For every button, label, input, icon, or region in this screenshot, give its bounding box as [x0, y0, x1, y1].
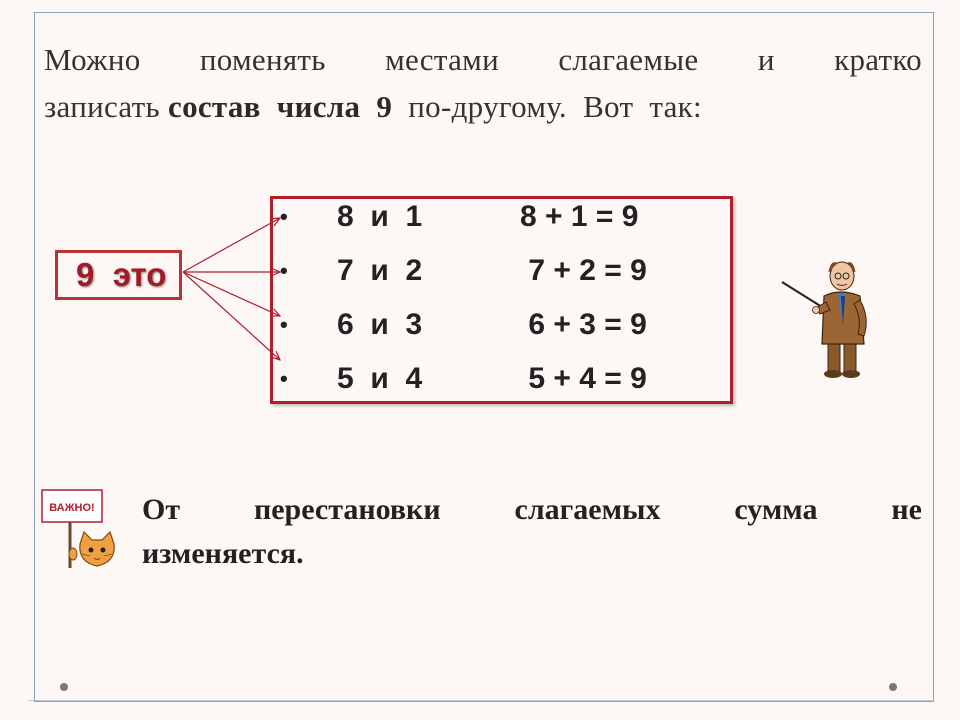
intro-word: Можно — [44, 42, 141, 77]
bullet-icon: • — [280, 366, 288, 391]
corner-dot-right — [889, 683, 897, 691]
intro-prefix: записать — [44, 89, 169, 124]
rule-line-1 — [142, 488, 922, 532]
intro-word: слагаемые — [558, 42, 699, 77]
intro-suffix: по-другому. Вот так: — [392, 89, 702, 124]
bottom-divider — [28, 700, 932, 701]
rule-word: слагаемых — [514, 493, 661, 526]
intro-word: кратко — [834, 42, 922, 77]
equation-text: 5 + 4 = 9 — [520, 362, 647, 395]
rule-word: не — [891, 493, 922, 526]
rule-word: перестановки — [253, 493, 441, 526]
pair-text: 7 и 2 — [337, 254, 423, 287]
intro-line-2 — [44, 83, 922, 130]
pair-text: 6 и 3 — [337, 308, 423, 341]
bullet-icon: • — [280, 204, 288, 229]
pair-text: 5 и 4 — [337, 362, 423, 395]
pair-text: 8 и 1 — [337, 200, 423, 233]
rule-line-2: изменяется. — [142, 537, 304, 570]
intro-word: поменять — [199, 42, 326, 77]
rule-word: От — [142, 493, 181, 526]
intro-bold-phrase: состав числа 9 — [168, 89, 393, 124]
corner-dot-left — [60, 683, 68, 691]
important-sign-text: ВАЖНО! — [49, 502, 95, 514]
intro-word: и — [757, 42, 775, 77]
cat-with-sign-icon — [40, 488, 124, 572]
intro-word: местами — [385, 42, 499, 77]
rule-word: сумма — [734, 493, 818, 526]
nine-label-box — [55, 250, 182, 300]
equation-text: 8 + 1 = 9 — [520, 200, 639, 233]
equation-text: 6 + 3 = 9 — [520, 308, 647, 341]
nine-label: 9 это — [76, 256, 167, 293]
intro-line-1 — [44, 36, 922, 83]
intro-text — [44, 36, 922, 130]
teacher-icon — [778, 252, 878, 382]
equation-text: 7 + 2 = 9 — [520, 254, 647, 287]
bullet-icon: • — [280, 258, 288, 283]
commutative-rule-text — [142, 488, 922, 576]
bullet-icon: • — [280, 312, 288, 337]
